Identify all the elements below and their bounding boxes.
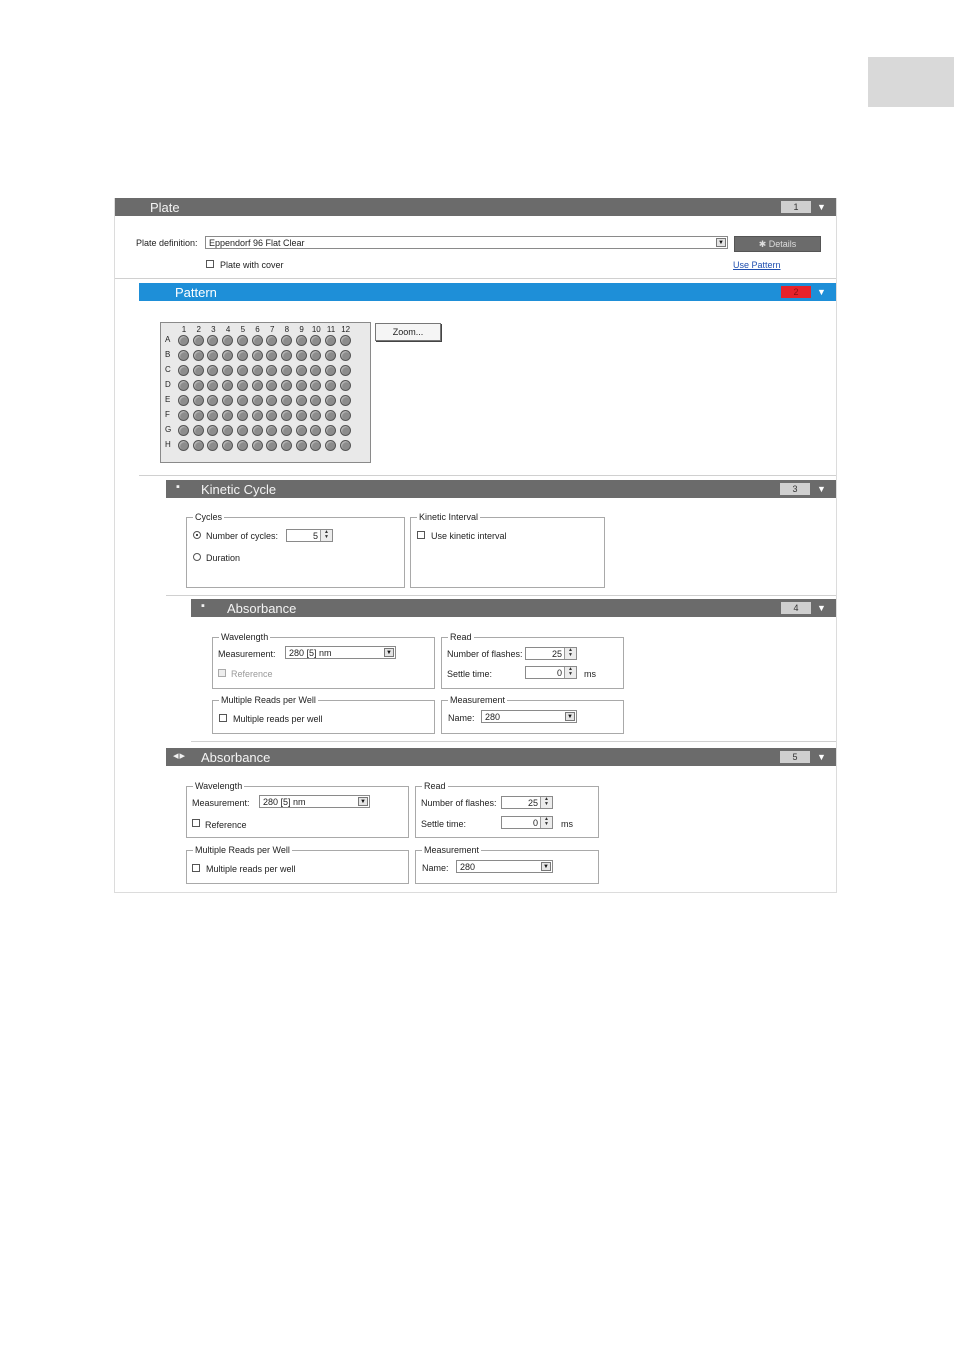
plate-header[interactable] (115, 198, 836, 216)
cycles-group: Cycles (186, 517, 405, 588)
plate-well[interactable] (281, 350, 292, 361)
plate-well[interactable] (310, 425, 321, 436)
plate-well[interactable] (281, 395, 292, 406)
plate-well[interactable] (266, 365, 277, 376)
plate-well[interactable] (281, 425, 292, 436)
spin-arrows-icon[interactable]: ▲ ▼ (540, 797, 552, 808)
plate-well[interactable] (266, 380, 277, 391)
plate-well[interactable] (207, 380, 218, 391)
abs2-read-group: Read (415, 786, 599, 838)
plate-column-label[interactable]: 1 (181, 325, 187, 334)
absorbance-1-header[interactable] (191, 599, 836, 617)
star-icon: ✱ (758, 239, 769, 249)
chevron-down-icon[interactable]: ▼ (358, 797, 368, 806)
plate-well[interactable] (252, 350, 263, 361)
chevron-down-icon[interactable]: ▼ (716, 238, 726, 247)
plate-well[interactable] (252, 335, 263, 346)
kinetic-header[interactable] (166, 480, 836, 498)
plate-well[interactable] (178, 365, 189, 376)
abs2-wavelength-group: Wavelength (186, 786, 409, 838)
chevron-down-icon[interactable]: ▼ (565, 712, 575, 721)
plate-column-label[interactable]: 4 (225, 325, 231, 334)
plate-row-label[interactable]: D (165, 380, 171, 389)
plate-well[interactable] (310, 410, 321, 421)
plate-well[interactable] (237, 440, 248, 451)
plate-well[interactable] (325, 365, 336, 376)
abs2-measurement-select[interactable]: 280 [5] nm ▼ (259, 795, 370, 808)
plate-well[interactable] (266, 425, 277, 436)
plate-well[interactable] (281, 410, 292, 421)
plate-row-label[interactable]: B (165, 350, 171, 359)
abs2-reference-checkbox[interactable] (192, 819, 200, 827)
plate-well[interactable] (193, 365, 204, 376)
plate-well[interactable] (340, 410, 351, 421)
plate-well[interactable] (237, 350, 248, 361)
plate-well[interactable] (266, 335, 277, 346)
chevron-down-icon[interactable]: ▼ (384, 648, 394, 657)
collapse-icon[interactable]: ▪ (176, 481, 181, 493)
pattern-divider (139, 475, 836, 476)
plate-well[interactable] (296, 335, 307, 346)
plate-well[interactable] (325, 410, 336, 421)
spin-arrows-icon[interactable]: ▲ ▼ (564, 667, 576, 678)
plate-well[interactable] (193, 425, 204, 436)
abs2-measurement-label: Measurement: (192, 798, 250, 808)
plate-definition-select[interactable]: Eppendorf 96 Flat Clear ▼ (205, 236, 728, 249)
plate-well[interactable] (237, 425, 248, 436)
plate-definition-label: Plate definition: (136, 238, 198, 248)
plate-row-label[interactable]: C (165, 365, 171, 374)
plate-well[interactable] (178, 410, 189, 421)
plate-well[interactable] (222, 350, 233, 361)
plate-well[interactable] (178, 380, 189, 391)
abs2-flashes-stepper[interactable]: 25 ▲ ▼ (501, 796, 553, 809)
use-pattern-link[interactable]: Use Pattern (733, 260, 781, 270)
plate-well[interactable] (193, 380, 204, 391)
plate-well[interactable] (325, 395, 336, 406)
abs1-name-label: Name: (448, 713, 475, 723)
abs1-flashes-stepper[interactable]: 25 ▲ ▼ (525, 647, 577, 660)
plate-well[interactable] (296, 425, 307, 436)
plate-column-label[interactable]: 12 (341, 325, 351, 334)
plate-well[interactable] (193, 440, 204, 451)
absorbance-2-step-number: 5 (780, 751, 810, 763)
plate-well[interactable] (222, 395, 233, 406)
number-of-cycles-radio[interactable] (193, 531, 201, 539)
plate-well[interactable] (266, 395, 277, 406)
plate-well[interactable] (222, 440, 233, 451)
kinetic-title: Kinetic Cycle (201, 482, 277, 497)
spin-arrows-icon[interactable]: ▲ ▼ (540, 817, 552, 828)
abs2-settle-unit: ms (561, 819, 573, 829)
plate-well[interactable] (252, 410, 263, 421)
plate-well[interactable] (207, 365, 218, 376)
plate-well[interactable] (252, 365, 263, 376)
abs1-settle-label: Settle time: (447, 669, 493, 679)
plate-well[interactable] (178, 395, 189, 406)
plate-column-label[interactable]: 8 (284, 325, 290, 334)
plate-well[interactable] (310, 395, 321, 406)
plate-well[interactable] (340, 365, 351, 376)
plate-collapse-icon[interactable]: ▼ (817, 202, 826, 212)
plate-well[interactable] (325, 335, 336, 346)
pattern-step-number: 2 (781, 286, 811, 298)
plate-with-cover-checkbox[interactable] (206, 260, 214, 268)
plate-title: Plate (150, 200, 180, 215)
details-button[interactable]: ✱ Details (734, 236, 821, 252)
plate-well[interactable] (266, 440, 277, 451)
method-editor (114, 198, 837, 893)
use-kinetic-interval-label: Use kinetic interval (431, 531, 507, 541)
abs1-wavelength-group: Wavelength (212, 637, 435, 689)
plate-row-label[interactable]: H (165, 440, 171, 449)
kinetic-collapse-icon[interactable]: ▼ (817, 484, 826, 494)
abs2-measurement-group: Measurement (415, 850, 599, 884)
plate-column-label[interactable]: 6 (255, 325, 260, 334)
plate-row-label[interactable]: G (165, 425, 172, 434)
plate-well[interactable] (237, 365, 248, 376)
abs2-name-label: Name: (422, 863, 449, 873)
plate-well[interactable] (237, 395, 248, 406)
plate-well[interactable] (207, 440, 218, 451)
plate-step-number: 1 (781, 201, 811, 213)
plate-well[interactable] (252, 425, 263, 436)
plate-well[interactable] (296, 440, 307, 451)
abs1-read-group: Read (441, 637, 624, 689)
plate-well[interactable] (340, 380, 351, 391)
use-kinetic-interval-checkbox[interactable] (417, 531, 425, 539)
chevron-down-icon[interactable]: ▼ (541, 862, 551, 871)
plate-well[interactable] (178, 335, 189, 346)
spin-arrows-icon[interactable]: ▲ ▼ (564, 648, 576, 659)
abs2-name-select[interactable]: 280 ▼ (456, 860, 553, 873)
pattern-header[interactable] (139, 283, 836, 301)
plate-well[interactable] (325, 425, 336, 436)
plate-column-label[interactable]: 5 (240, 325, 246, 334)
plate-well[interactable] (266, 350, 277, 361)
plate-well[interactable] (340, 335, 351, 346)
abs1-measurement-select[interactable]: 280 [5] nm ▼ (285, 646, 396, 659)
abs1-flashes-label: Number of flashes: (447, 649, 523, 659)
plate-well[interactable] (193, 350, 204, 361)
abs2-settle-stepper[interactable]: 0 ▲ ▼ (501, 816, 553, 829)
plate-well[interactable] (340, 395, 351, 406)
abs1-reference-checkbox[interactable] (218, 669, 226, 677)
plate-well[interactable] (266, 410, 277, 421)
plate-well[interactable] (296, 410, 307, 421)
absorbance-1-step-number: 4 (781, 602, 811, 614)
number-of-cycles-label: Number of cycles: (206, 531, 279, 541)
abs1-measurement-label: Measurement: (218, 649, 276, 659)
plate-column-label[interactable]: 10 (311, 325, 321, 334)
plate-well[interactable] (237, 410, 248, 421)
plate-row-label[interactable]: A (165, 335, 171, 344)
plate-with-cover-label: Plate with cover (220, 260, 284, 270)
move-arrows-icon[interactable]: ◂▸ (173, 750, 187, 762)
abs2-multiple-reads-checkbox[interactable] (192, 864, 200, 872)
collapse-icon[interactable]: ▪ (201, 600, 206, 612)
plate-well[interactable] (340, 350, 351, 361)
plate-divider (115, 278, 836, 279)
plate-well[interactable] (252, 440, 263, 451)
plate-well[interactable] (296, 365, 307, 376)
plate-column-label[interactable]: 7 (269, 325, 275, 334)
duration-radio[interactable] (193, 553, 201, 561)
abs1-name-select[interactable]: 280 ▼ (481, 710, 577, 723)
plate-well[interactable] (340, 425, 351, 436)
plate-well[interactable] (193, 410, 204, 421)
plate-well[interactable] (178, 425, 189, 436)
plate-well[interactable] (310, 380, 321, 391)
plate-well[interactable] (296, 395, 307, 406)
plate-well-grid[interactable] (160, 322, 371, 463)
absorbance-2-header[interactable] (166, 748, 836, 766)
plate-well[interactable] (325, 350, 336, 361)
plate-column-label[interactable]: 3 (211, 325, 216, 334)
kinetic-divider (166, 595, 836, 596)
spin-arrows-icon[interactable]: ▲ ▼ (320, 530, 332, 541)
absorbance-2-title: Absorbance (201, 750, 271, 765)
plate-well[interactable] (340, 440, 351, 451)
plate-well[interactable] (310, 440, 321, 451)
pattern-title: Pattern (175, 285, 217, 300)
plate-well[interactable] (281, 335, 292, 346)
abs1-settle-stepper[interactable]: 0 ▲ ▼ (525, 666, 577, 679)
absorbance-1-collapse-icon[interactable]: ▼ (817, 603, 826, 613)
plate-well[interactable] (222, 380, 233, 391)
plate-column-label[interactable]: 2 (196, 325, 201, 334)
plate-well[interactable] (296, 350, 307, 361)
abs1-settle-unit: ms (584, 669, 596, 679)
zoom-button[interactable]: Zoom... (375, 323, 441, 341)
absorbance-1-divider (191, 741, 836, 742)
plate-well[interactable] (310, 365, 321, 376)
plate-well[interactable] (325, 440, 336, 451)
absorbance-2-collapse-icon[interactable]: ▼ (817, 752, 826, 762)
plate-well[interactable] (178, 440, 189, 451)
plate-well[interactable] (237, 335, 248, 346)
plate-well[interactable] (207, 410, 218, 421)
abs2-settle-label: Settle time: (421, 819, 467, 829)
plate-well[interactable] (237, 380, 248, 391)
page-corner-tab (868, 57, 954, 107)
plate-well[interactable] (310, 335, 321, 346)
number-of-cycles-stepper[interactable]: 5 ▲ ▼ (286, 529, 333, 542)
plate-row-label[interactable]: E (165, 395, 171, 404)
abs2-flashes-label: Number of flashes: (421, 798, 497, 808)
plate-well[interactable] (281, 380, 292, 391)
plate-well[interactable] (325, 380, 336, 391)
plate-well[interactable] (207, 425, 218, 436)
plate-well[interactable] (178, 350, 189, 361)
plate-column-label[interactable]: 11 (326, 325, 336, 334)
plate-well[interactable] (222, 365, 233, 376)
plate-well[interactable] (281, 440, 292, 451)
abs1-multiple-reads-label: Multiple reads per well (233, 714, 323, 724)
abs1-measurement-group: Measurement (441, 700, 624, 734)
absorbance-1-title: Absorbance (227, 601, 297, 616)
abs2-multiple-reads-group: Multiple Reads per Well (186, 850, 409, 884)
pattern-collapse-icon[interactable]: ▼ (817, 287, 826, 297)
plate-well[interactable] (207, 395, 218, 406)
plate-row-label[interactable]: F (165, 410, 170, 419)
kinetic-step-number: 3 (780, 483, 810, 495)
duration-label: Duration (206, 553, 241, 563)
abs1-reference-label: Reference (231, 669, 273, 679)
kinetic-interval-group: Kinetic Interval (410, 517, 605, 588)
abs1-multiple-reads-group: Multiple Reads per Well (212, 700, 435, 734)
plate-well[interactable] (207, 350, 218, 361)
plate-well[interactable] (222, 410, 233, 421)
plate-well[interactable] (281, 365, 292, 376)
plate-well[interactable] (193, 395, 204, 406)
plate-well[interactable] (222, 335, 233, 346)
abs2-multiple-reads-label: Multiple reads per well (206, 864, 296, 874)
plate-column-label[interactable]: 9 (299, 325, 304, 334)
plate-well[interactable] (296, 380, 307, 391)
plate-well[interactable] (207, 335, 218, 346)
plate-well[interactable] (310, 350, 321, 361)
plate-well[interactable] (252, 380, 263, 391)
abs1-multiple-reads-checkbox[interactable] (219, 714, 227, 722)
plate-well[interactable] (252, 395, 263, 406)
abs2-reference-label: Reference (205, 820, 247, 830)
plate-well[interactable] (222, 425, 233, 436)
plate-well[interactable] (193, 335, 204, 346)
